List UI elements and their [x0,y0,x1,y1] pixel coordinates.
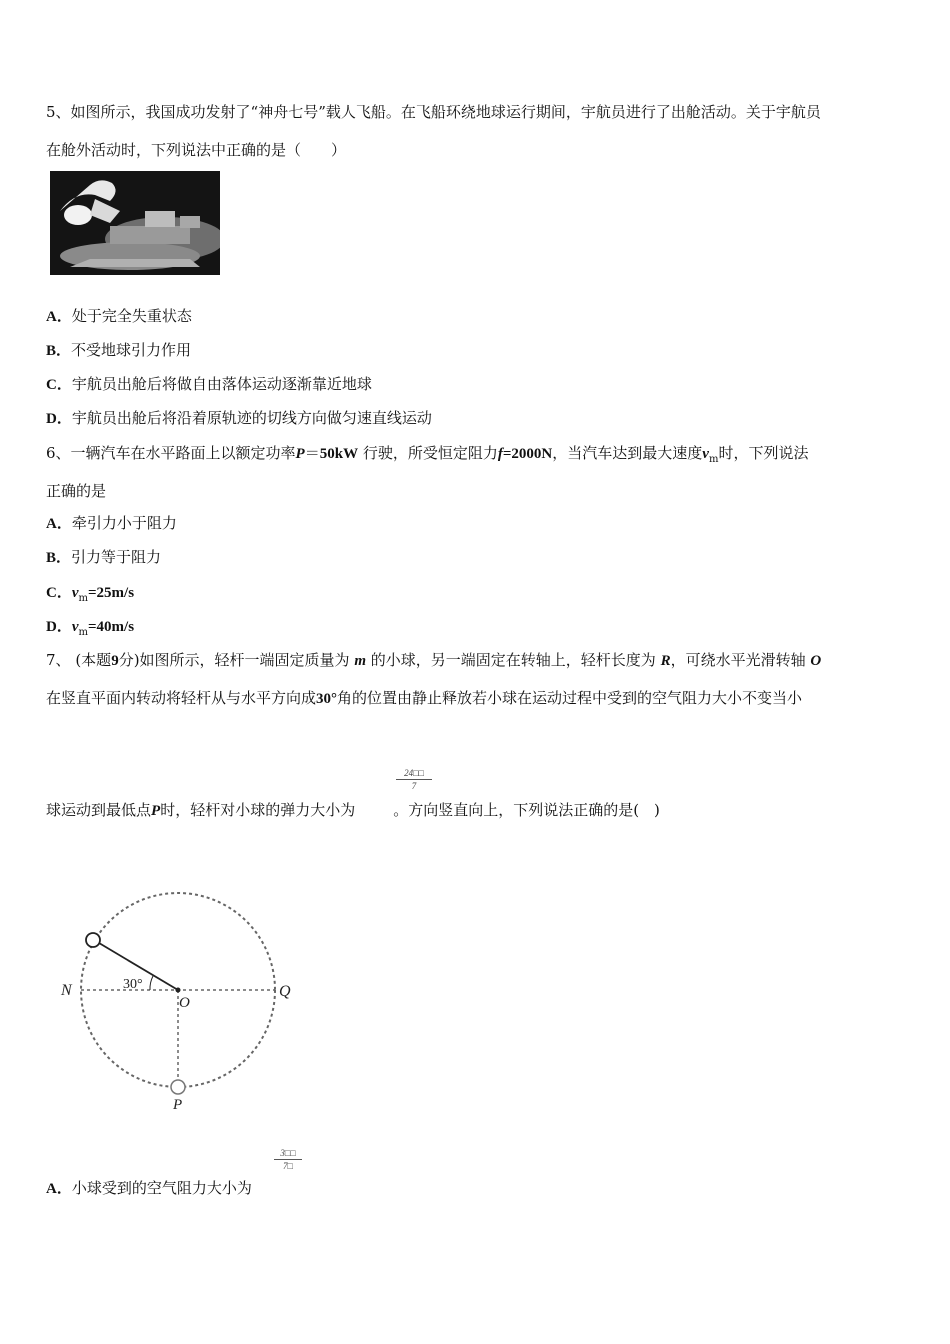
symbol-velocity: v [71,619,79,635]
option-letter: A． [46,516,72,532]
symbol-axis: O [810,653,822,669]
label-o: O [179,995,190,1011]
q6-stem-line2: 正确的是 [46,482,107,500]
text: 分)如图所示，轻杆一端固定质量为 [118,651,350,669]
subscript: m [78,627,88,638]
symbol-length: R [660,653,671,669]
pivot-point [176,988,181,993]
option-text: 牵引力小于阻力 [71,514,177,532]
astronaut-photo [50,171,220,275]
q7-option-a [46,1178,252,1199]
option-letter: D． [46,619,72,635]
q7-stem-line1 [46,650,821,671]
text: 的小球，另一端固定在转轴上，轻杆长度为 [370,651,656,669]
question-number: 7、 [46,651,71,669]
label-angle: 30° [123,977,143,992]
q5-option-b [46,340,191,361]
fraction-numerator: 3□□ [280,1148,296,1158]
option-text: =40m/s [88,619,135,635]
fraction-3-over-7 [274,1148,302,1171]
option-letter: A． [46,309,72,325]
label-n: N [61,982,72,999]
q7-stem-line3 [46,800,660,821]
circle-diagram [55,880,315,1120]
option-text: 宇航员出舱后将沿着原轨迹的切线方向做匀速直线运动 [71,409,432,427]
astronaut-photo-drawing [50,171,220,275]
q6-stem-line1 [46,443,808,470]
score: 9 [111,653,119,669]
q5-option-c [46,374,372,395]
q5-option-a [46,306,192,327]
text: ＝ [304,444,320,462]
option-text: 引力等于阻力 [71,548,162,566]
text: 行驶，所受恒定阻力 [362,444,498,462]
option-letter: D． [46,411,72,427]
fraction-denominator: 7 [411,781,417,791]
subscript: m [708,454,719,465]
text: (本题 [75,651,112,669]
option-letter: A． [46,1181,72,1197]
q5-option-d [46,408,432,429]
label-p: P [173,1097,183,1113]
angle-value: 30° [316,691,338,707]
ball-start [86,933,100,947]
fraction-bar [274,1159,302,1160]
label-q: Q [279,983,291,1000]
subscript: m [78,593,88,604]
fraction-denominator: 7□ [283,1161,293,1171]
text: 。方向竖直向上，下列说法正确的是( ) [393,801,660,819]
q5-stem-line2: 在舱外活动时，下列说法中正确的是（ ） [46,141,347,159]
text: 球运动到最低点 [46,801,152,819]
ball-bottom [171,1080,185,1094]
friction-value: =2000N [502,446,553,462]
text: 在竖直平面内转动将轻杆从与水平方向成 [46,689,317,707]
q6-option-a [46,513,177,534]
option-letter: B． [46,550,72,566]
q5-stem-line1: 5、如图所示，我国成功发射了“神舟七号”载人飞船。在飞船环绕地球运行期间，宇航员进行了出舱活动。关于宇航员 [46,103,821,121]
text: 时，下列说法 [718,444,809,462]
symbol-point: P [151,803,161,819]
q6-option-b [46,547,161,568]
q6-option-d [46,616,134,643]
power-value: 50kW [319,446,359,462]
option-text: 小球受到的空气阻力大小为 [71,1179,252,1197]
option-letter: C． [46,585,72,601]
symbol-power: P [295,446,305,462]
q6-option-c [46,582,134,609]
q7-stem-line2 [46,688,802,709]
fraction-bar [396,779,432,780]
option-text: 宇航员出舱后将做自由落体运动逐渐靠近地球 [71,375,372,393]
text: 6、一辆汽车在水平路面上以额定功率 [46,444,296,462]
symbol-mass: m [354,653,366,669]
text: ，可绕水平光滑转轴 [670,651,806,669]
text: 时，轻杆对小球的弹力大小为 [160,801,356,819]
text: ，当汽车达到最大速度 [552,444,703,462]
symbol-velocity: v [71,585,79,601]
option-text: 处于完全失重状态 [71,307,192,325]
symbol-friction: f [497,446,503,462]
option-text: 不受地球引力作用 [71,341,192,359]
symbol-velocity: v [702,446,709,462]
option-letter: C． [46,377,72,393]
option-text: =25m/s [88,585,135,601]
angle-arc [150,976,153,990]
text: 角的位置由静止释放若小球在运动过程中受到的空气阻力大小不变当小 [337,689,803,707]
option-letter: B． [46,343,72,359]
fraction-24-over-7 [396,768,432,791]
fraction-numerator: 24□□ [404,768,424,778]
